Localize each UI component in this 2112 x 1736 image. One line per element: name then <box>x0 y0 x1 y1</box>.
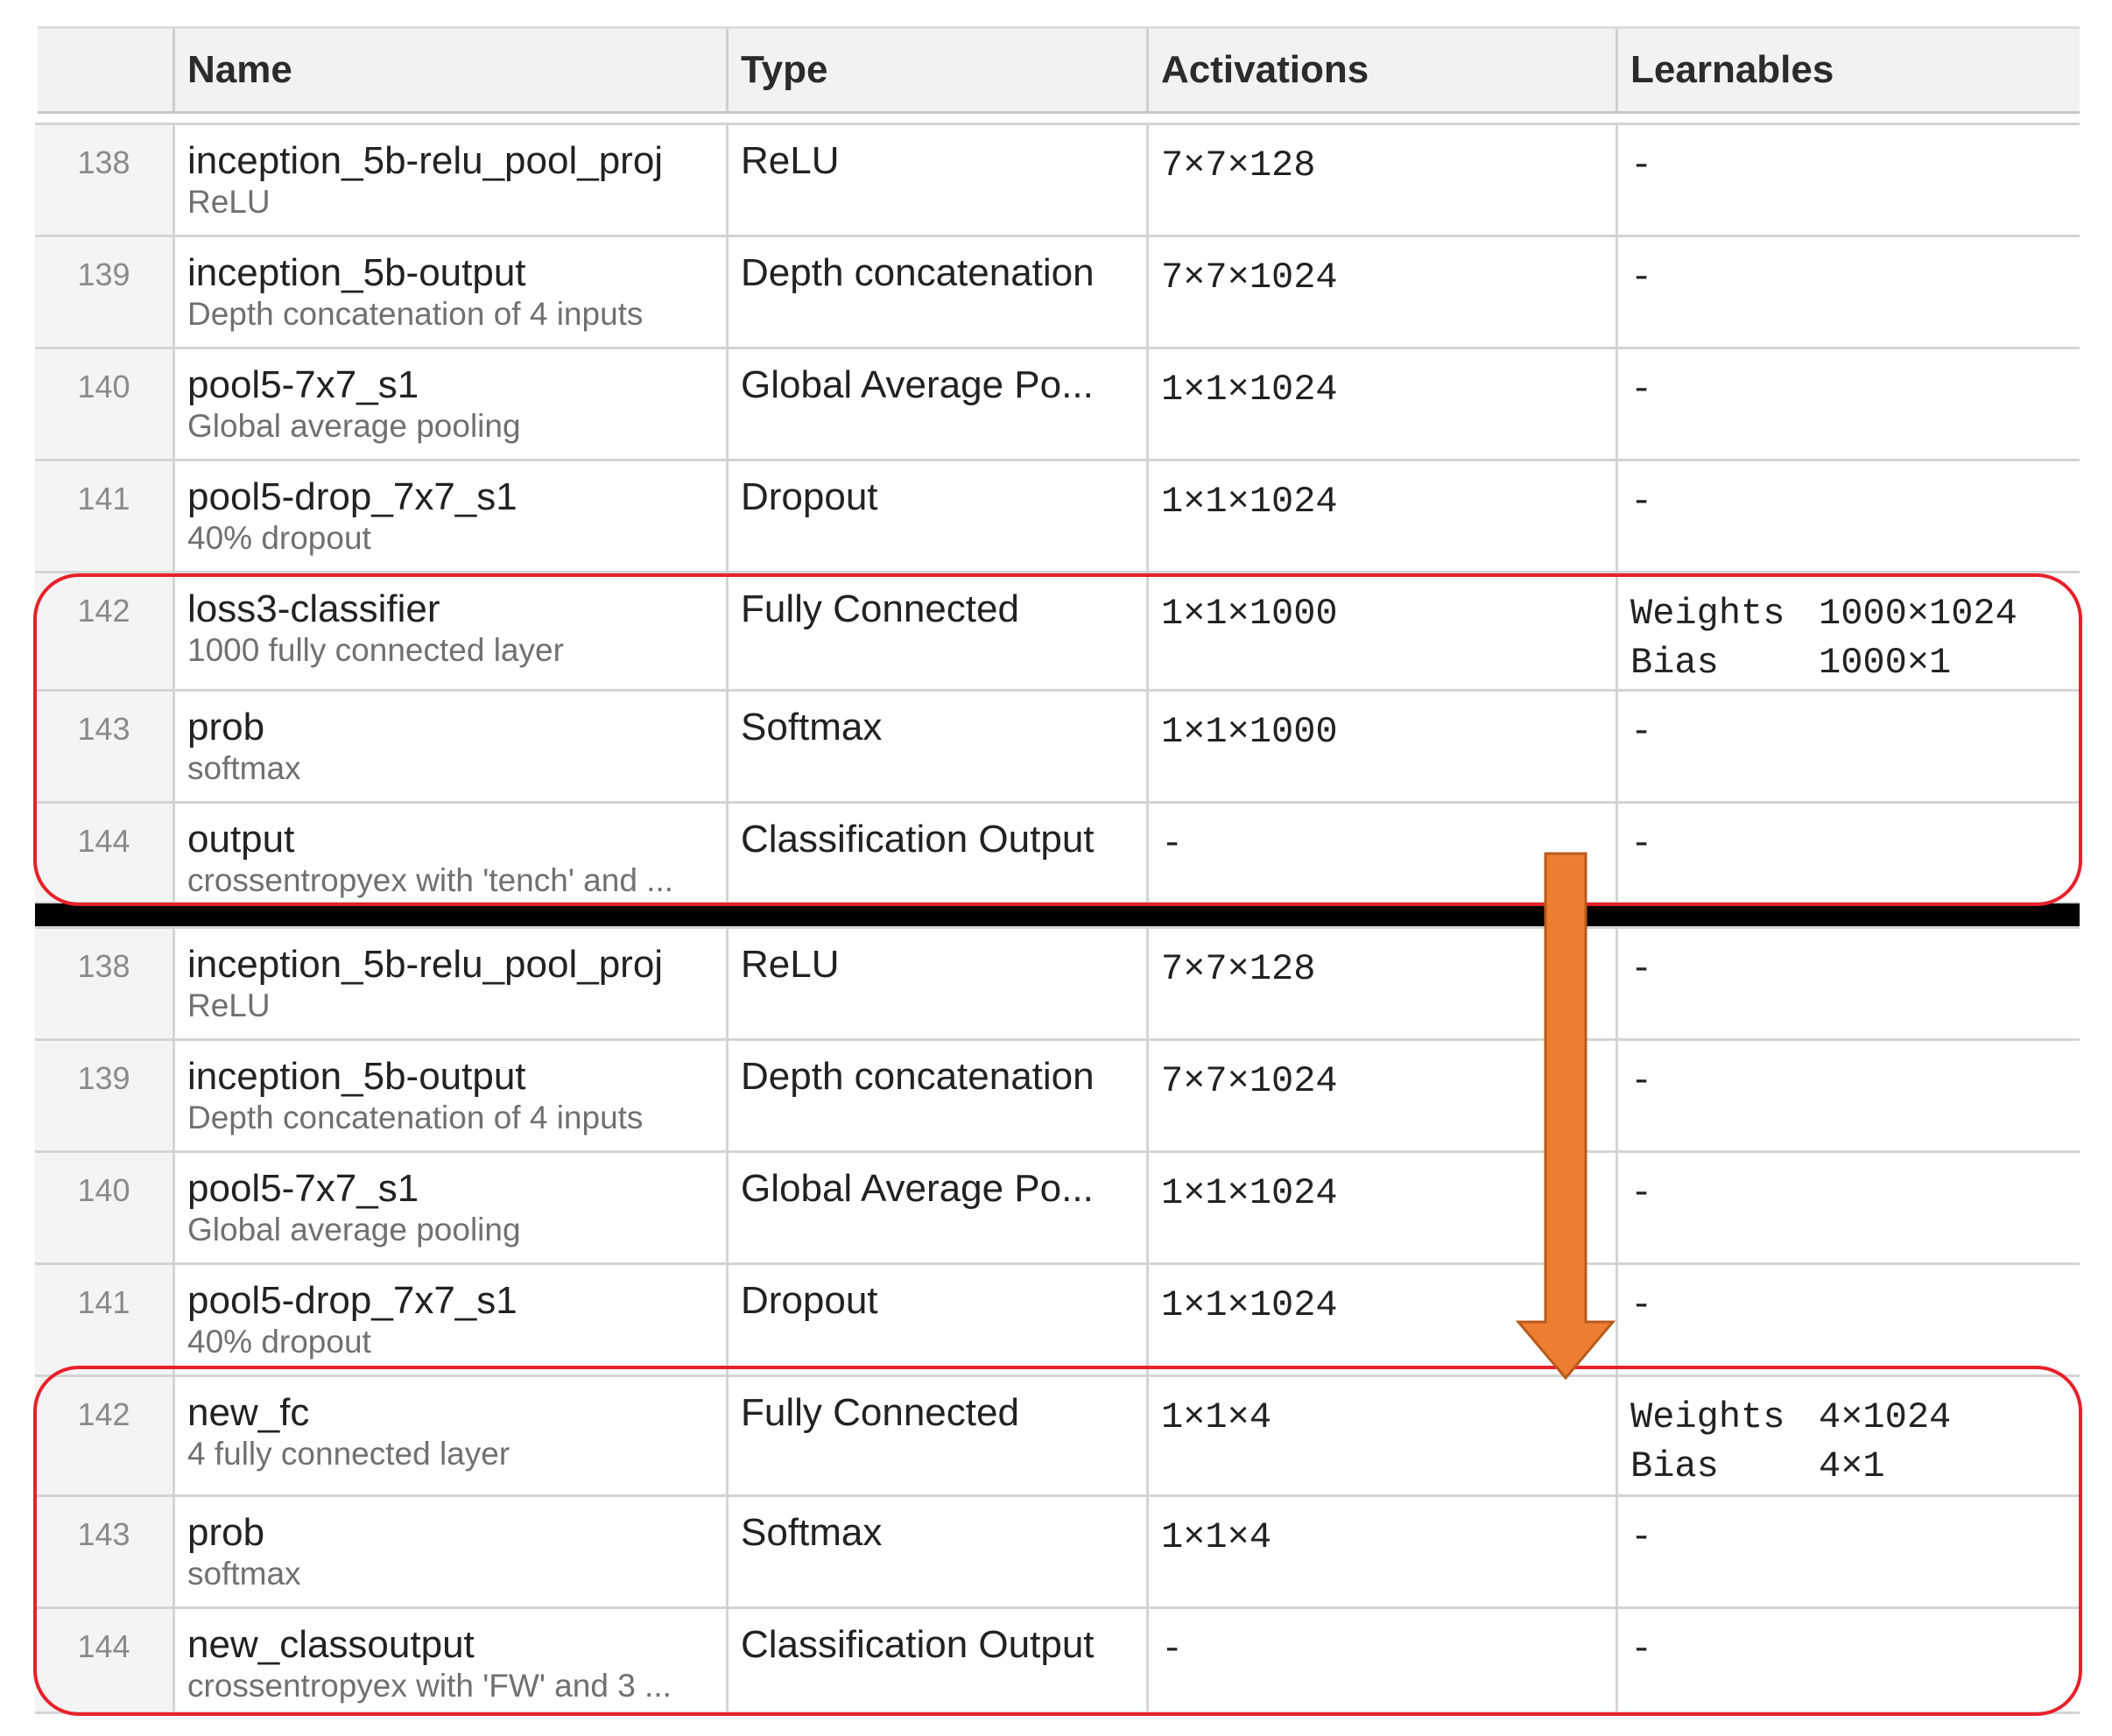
table-bottom-border <box>35 1711 2080 1714</box>
layer-name-cell <box>172 1497 726 1606</box>
section-divider <box>35 903 2080 926</box>
learnables-value: - <box>1630 369 1653 411</box>
layer-type-cell <box>726 461 1146 571</box>
header-index <box>38 29 172 111</box>
layer-name-cell <box>172 692 726 801</box>
learnables-cell <box>1616 125 2080 235</box>
activations-value: 7×7×1024 <box>1161 257 1338 299</box>
learnables-cell <box>1616 804 2080 902</box>
layer-name: new_fc <box>187 1391 310 1434</box>
layer-name: inception_5b-relu_pool_proj <box>187 139 664 182</box>
row-index: 141 <box>35 461 172 571</box>
table-row[interactable] <box>35 235 2080 347</box>
learnables-cell <box>1616 1497 2080 1606</box>
layers-table-before <box>35 123 2080 902</box>
layer-type-cell <box>726 125 1146 235</box>
activations-cell <box>1146 573 1616 689</box>
learnables-cell <box>1616 1265 2080 1374</box>
table-row[interactable] <box>35 1606 2080 1711</box>
layer-type: Classification Output <box>741 1623 1095 1666</box>
table-row[interactable] <box>35 801 2080 902</box>
layer-type-cell <box>726 1153 1146 1262</box>
row-index: 142 <box>35 573 172 689</box>
bias-label: Bias <box>1630 642 1719 684</box>
learnables-value: - <box>1630 1628 1653 1670</box>
layer-name: pool5-drop_7x7_s1 <box>187 475 517 518</box>
table-row[interactable] <box>35 459 2080 571</box>
learnables-cell <box>1616 349 2080 459</box>
learnables-cell <box>1616 461 2080 571</box>
learnables-value: - <box>1630 711 1653 753</box>
row-index: 142 <box>35 1377 172 1494</box>
activations-value: 7×7×128 <box>1161 144 1316 186</box>
row-index: 144 <box>35 1609 172 1711</box>
layer-name-cell <box>172 237 726 347</box>
learnable-bias <box>1630 1442 2080 1491</box>
learnables-value: - <box>1630 823 1653 865</box>
table-row[interactable] <box>35 1494 2080 1606</box>
layer-name-cell <box>172 1041 726 1150</box>
learnables-cell <box>1616 929 2080 1038</box>
activations-cell <box>1146 125 1616 235</box>
learnables-cell <box>1616 1041 2080 1150</box>
bias-value: 4×1 <box>1819 1445 1885 1487</box>
layer-name-cell <box>172 125 726 235</box>
layer-type: Depth concatenation <box>741 251 1095 294</box>
layer-name-cell <box>172 929 726 1038</box>
header-type[interactable]: Type <box>726 29 1146 111</box>
header-name[interactable]: Name <box>172 29 726 111</box>
table-row[interactable] <box>35 1150 2080 1262</box>
layer-type: ReLU <box>741 943 840 986</box>
layer-name: inception_5b-output <box>187 251 526 294</box>
activations-value: 1×1×4 <box>1161 1516 1272 1558</box>
layer-type: Softmax <box>741 1511 883 1554</box>
layer-name-cell <box>172 1153 726 1262</box>
weights-value: 4×1024 <box>1819 1396 1952 1438</box>
layer-name: pool5-7x7_s1 <box>187 363 419 406</box>
layer-type: Global Average Po... <box>741 363 1094 406</box>
table-row[interactable] <box>35 123 2080 235</box>
learnables-cell <box>1616 1377 2080 1494</box>
table-row[interactable] <box>35 926 2080 1038</box>
layer-description: softmax <box>187 750 301 786</box>
layer-description: Depth concatenation of 4 inputs <box>187 1100 644 1135</box>
layer-name: new_classoutput <box>187 1623 475 1666</box>
bias-label: Bias <box>1630 1445 1719 1487</box>
layer-description: 40% dropout <box>187 520 371 556</box>
layer-type: Global Average Po... <box>741 1167 1094 1210</box>
learnables-cell <box>1616 692 2080 801</box>
row-index: 140 <box>35 349 172 459</box>
weights-value: 1000×1024 <box>1819 593 2017 635</box>
layer-description: 40% dropout <box>187 1324 371 1360</box>
learnables-values <box>1630 573 2080 687</box>
activations-value: 1×1×1000 <box>1161 593 1338 635</box>
row-index: 143 <box>35 692 172 801</box>
layer-name: output <box>187 818 295 861</box>
layer-name-cell <box>172 573 726 689</box>
row-index: 143 <box>35 1497 172 1606</box>
table-row[interactable] <box>35 689 2080 801</box>
weights-label: Weights <box>1630 593 1785 635</box>
activations-value: 7×7×1024 <box>1161 1060 1338 1102</box>
table-row[interactable] <box>35 1262 2080 1374</box>
layer-type-cell <box>726 573 1146 689</box>
layer-type-cell <box>726 1497 1146 1606</box>
layer-name: inception_5b-output <box>187 1055 526 1098</box>
activations-value: 1×1×4 <box>1161 1396 1272 1438</box>
layer-name: prob <box>187 706 265 749</box>
learnable-bias <box>1630 638 2080 687</box>
activations-value: 1×1×1000 <box>1161 711 1338 753</box>
table-row[interactable] <box>35 1374 2080 1494</box>
weights-label: Weights <box>1630 1396 1785 1438</box>
layer-description: crossentropyex with 'FW' and 3 ... <box>187 1668 672 1704</box>
layer-name-cell <box>172 349 726 459</box>
layer-description: Global average pooling <box>187 1212 521 1248</box>
row-index: 138 <box>35 929 172 1038</box>
table-row[interactable] <box>35 347 2080 459</box>
learnables-value: - <box>1630 144 1653 186</box>
layer-description: crossentropyex with 'tench' and ... <box>187 862 674 898</box>
table-row[interactable] <box>35 571 2080 689</box>
layer-type: Softmax <box>741 706 883 749</box>
layer-name: pool5-7x7_s1 <box>187 1167 419 1210</box>
activations-cell <box>1146 237 1616 347</box>
table-header <box>38 26 2080 114</box>
layers-table-after <box>35 926 2080 1714</box>
activations-value: - <box>1161 823 1184 865</box>
layer-type: ReLU <box>741 139 840 182</box>
activations-cell <box>1146 349 1616 459</box>
learnable-weights <box>1630 1393 2080 1442</box>
learnables-cell <box>1616 1153 2080 1262</box>
layer-name: inception_5b-relu_pool_proj <box>187 943 664 986</box>
layer-type-cell <box>726 692 1146 801</box>
learnables-value: - <box>1630 1284 1653 1326</box>
activations-cell <box>1146 1497 1616 1606</box>
learnables-values <box>1630 1377 2080 1491</box>
learnables-cell <box>1616 1609 2080 1711</box>
layer-name-cell <box>172 461 726 571</box>
layer-type: Fully Connected <box>741 587 1019 630</box>
learnables-value: - <box>1630 948 1653 990</box>
layer-type-cell <box>726 237 1146 347</box>
layer-description: Depth concatenation of 4 inputs <box>187 296 644 332</box>
activations-cell <box>1146 1609 1616 1711</box>
learnables-cell <box>1616 237 2080 347</box>
layer-name-cell <box>172 1609 726 1711</box>
activations-value: 1×1×1024 <box>1161 369 1338 411</box>
layer-name: prob <box>187 1511 265 1554</box>
layer-type-cell <box>726 1265 1146 1374</box>
layer-name-cell <box>172 1265 726 1374</box>
layer-type: Dropout <box>741 1279 878 1322</box>
layer-type-cell <box>726 804 1146 902</box>
header-activations[interactable]: Activations <box>1146 29 1616 111</box>
table-row[interactable] <box>35 1038 2080 1150</box>
row-index: 140 <box>35 1153 172 1262</box>
layer-description: softmax <box>187 1556 301 1592</box>
row-index: 138 <box>35 125 172 235</box>
learnables-value: - <box>1630 257 1653 299</box>
row-index: 139 <box>35 237 172 347</box>
learnables-value: - <box>1630 481 1653 523</box>
layer-type-cell <box>726 1377 1146 1494</box>
row-index: 141 <box>35 1265 172 1374</box>
row-index: 144 <box>35 804 172 902</box>
layer-type-cell <box>726 929 1146 1038</box>
activations-value: 7×7×128 <box>1161 948 1316 990</box>
header-learnables[interactable]: Learnables <box>1616 29 2080 111</box>
row-index: 139 <box>35 1041 172 1150</box>
layer-description: Global average pooling <box>187 408 521 444</box>
layer-description: 4 fully connected layer <box>187 1436 510 1472</box>
learnables-cell <box>1616 573 2080 689</box>
layer-type: Depth concatenation <box>741 1055 1095 1098</box>
layer-type: Classification Output <box>741 818 1095 861</box>
layer-name: loss3-classifier <box>187 587 440 630</box>
activations-cell <box>1146 461 1616 571</box>
layer-type-cell <box>726 1609 1146 1711</box>
activations-cell <box>1146 692 1616 801</box>
layer-description: 1000 fully connected layer <box>187 632 564 668</box>
learnable-weights <box>1630 589 2080 638</box>
activations-value: - <box>1161 1628 1184 1670</box>
activations-value: 1×1×1024 <box>1161 1172 1338 1214</box>
layer-type: Dropout <box>741 475 878 518</box>
layer-description: ReLU <box>187 987 271 1023</box>
layer-name-cell <box>172 1377 726 1494</box>
down-arrow-icon <box>1506 849 1620 1383</box>
activations-cell <box>1146 1377 1616 1494</box>
learnables-value: - <box>1630 1060 1653 1102</box>
layer-type-cell <box>726 1041 1146 1150</box>
layer-type-cell <box>726 349 1146 459</box>
bias-value: 1000×1 <box>1819 642 1952 684</box>
learnables-value: - <box>1630 1516 1653 1558</box>
learnables-value: - <box>1630 1172 1653 1214</box>
layer-name-cell <box>172 804 726 902</box>
layer-description: ReLU <box>187 184 271 220</box>
activations-value: 1×1×1024 <box>1161 1284 1338 1326</box>
layer-type: Fully Connected <box>741 1391 1019 1434</box>
activations-value: 1×1×1024 <box>1161 481 1338 523</box>
layer-name: pool5-drop_7x7_s1 <box>187 1279 517 1322</box>
